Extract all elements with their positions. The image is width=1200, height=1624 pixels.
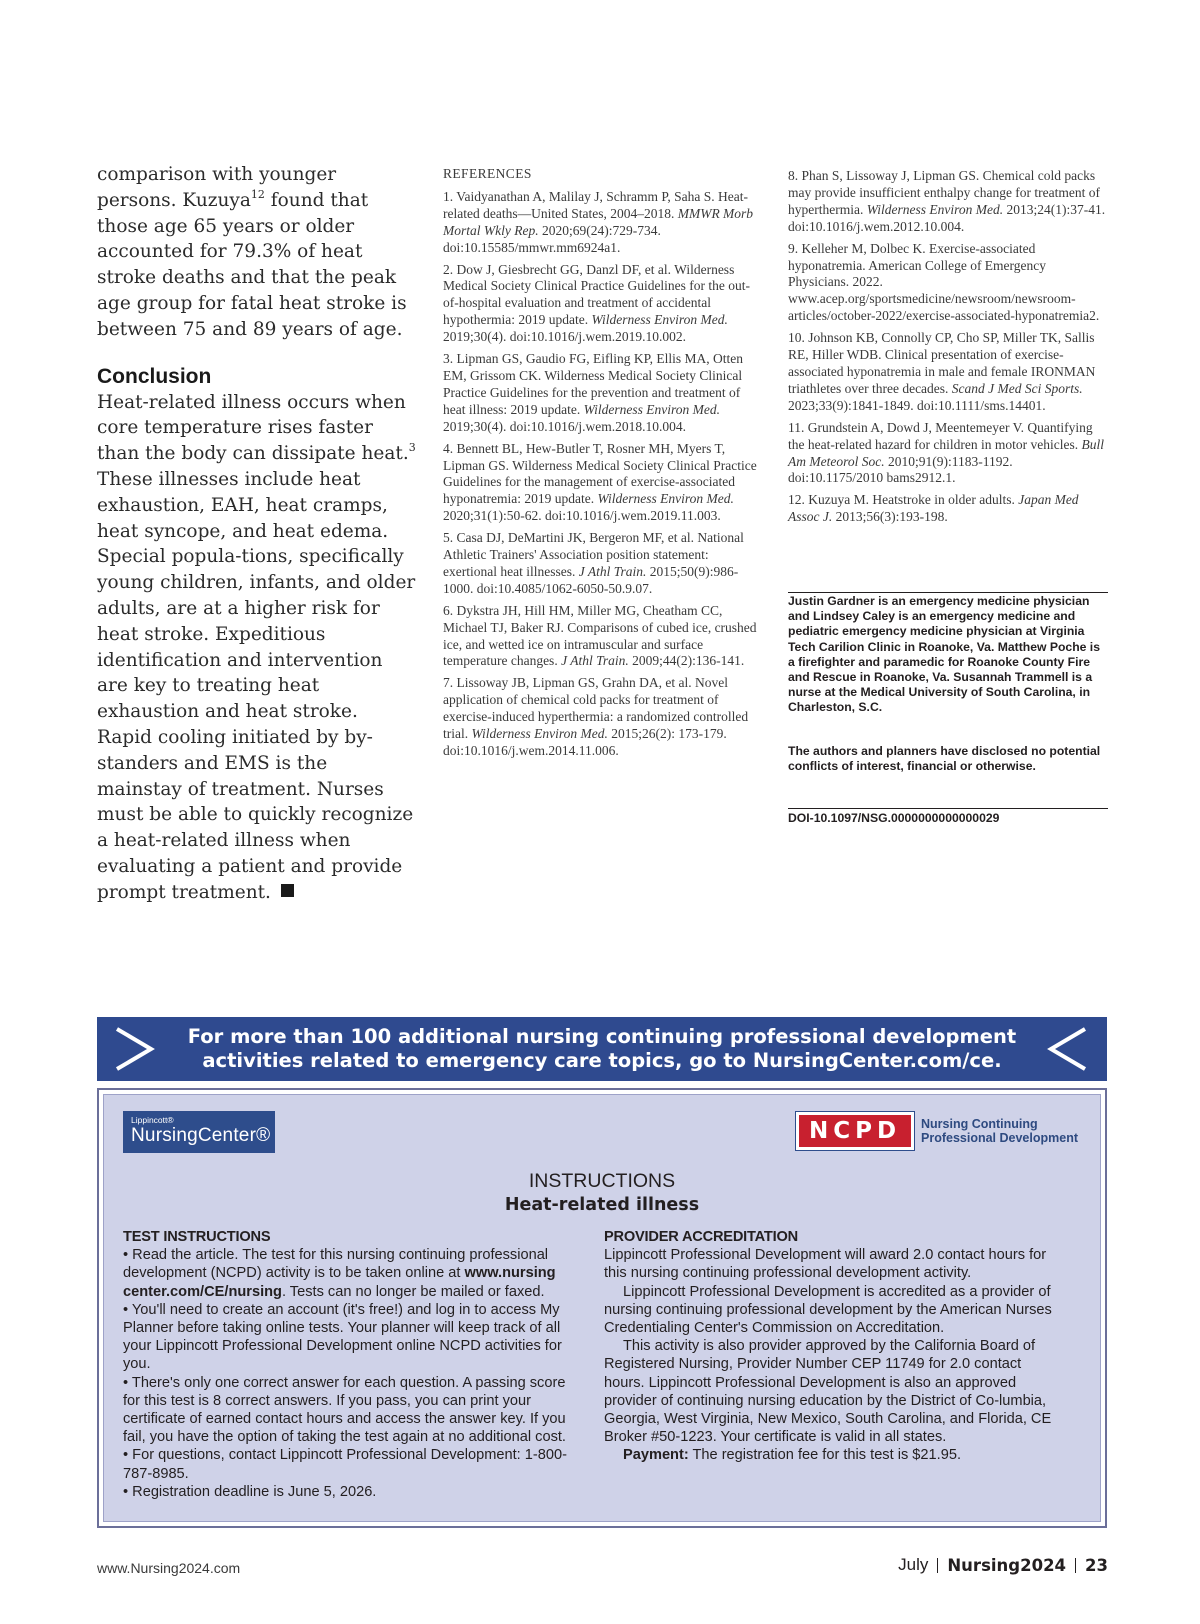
provider-accreditation [604,1228,1064,1465]
reference-item: 4. Bennett BL, Hew-Butler T, Rosner MH, Myers T, Lipman GS. Wilderness Medical Society Clinical Practice Guidelines for the management of exercise-associated hyponatremia: 2019 update. Wilderness Environ Med. 2020;31(1):50-62. doi:10.1016/j.wem.2019.11.003. [443,440,757,524]
journal-title: Wilderness Environ Med. [471,726,608,742]
divider [937,1558,938,1573]
list-item: • There's only one correct answer for each question. A passing score for this test is 8 correct answers. If you pass, you can print your certificate of earned contact hours and access the answer key. If you fail, you have the option of taking the test again at no additional cost. [123,1374,566,1446]
reference-item: 3. Lipman GS, Gaudio FG, Eifling KP, Ellis MA, Otten EM, Grissom CK. Wilderness Medical Society Clinical Practice Guidelines for the prevention and treatment of heat illness: 2019 update. Wilderness Environ Med. 2019;30(4). doi:10.1016/j.wem.2018.10.004. [443,351,743,434]
journal-title: Japan Med Assoc J. [788,492,1079,525]
test-instructions-heading: TEST INSTRUCTIONS [123,1229,271,1245]
references-column-left [443,166,758,765]
list-item: • You'll need to create an account (it's free!) and log in to access My Planner before taking online tests. Your planner will keep track of all your Lippincott Professional Development online NCPD activities for you. [123,1301,562,1373]
body-column [97,162,417,906]
payment-paragraph: Payment: The registration fee for this test is $21.95. [623,1447,961,1464]
list-item: • For questions, contact Lippincott Professional Development: 1-800-787-8985. [123,1447,567,1482]
citation-superscript: 12 [250,187,265,201]
divider [788,592,1108,593]
instructions-title: INSTRUCTIONS [528,1170,676,1192]
journal-title: Wilderness Environ Med. [866,201,1004,217]
conclusion-heading: Conclusion [97,364,212,388]
journal-title: Wilderness Environ Med. [597,491,734,507]
accreditation-paragraph: This activity is also provider approved by the California Board of Registered Nursing, Provider Number CEP 11749 for 2.0 contact hours. Lippincott Professional Development is also an approved provider of continuing nursing education by the District of Co-lumbia, Georgia, West Virginia, New Mexico, South Carolina, and Florida, CE Broker #50-1223. Your certificate is valid in all states. [604,1338,1052,1446]
journal-title: Scand J Med Sci Sports. [951,380,1083,396]
body-paragraph: Heat-related illness occurs when core temperature rises faster than the body can dissipate heat.$^3$ These illnesses include heat exhaustion, EAH, heat cramps, heat syncope, and heat edema. Special popula-tions, specifically young children, infants, and older adults, are at a higher risk for heat stroke. Expeditious identification and intervention are key to treating heat exhaustion and heat stroke. Rapid cooling initiated by by-standers and EMS is the mainstay of treatment. Nurses must be able to quickly recognize a heat-related illness when evaluating a patient and provide prompt treatment. [97,391,416,903]
divider [1075,1558,1076,1573]
reference-item: 2. Dow J, Giesbrecht GG, Danzl DF, et al. Wilderness Medical Society Clinical Practice Guidelines for the out-of-hospital evaluation and treatment of accidental hypothermia: 2019 update. Wilderness Environ Med. 2019;30(4). doi:10.1016/j.wem.2019.10.002. [443,261,751,345]
list-item: • Registration deadline is June 5, 2026. [123,1483,377,1500]
reference-item: 6. Dykstra JH, Hill HM, Miller MG, Cheatham CC, Michael TJ, Baker RJ. Comparisons of cubed ice, crushed ice, and wetted ice on intramuscular and surface temperature changes. J Athl Train. 2009;44(2):136-141. [443,602,757,669]
page-number: 23 [1085,1555,1108,1575]
provider-accreditation-heading: PROVIDER ACCREDITATION [604,1229,798,1245]
doi-text: DOI-10.1097/NSG.0000000000000029 [788,811,1000,825]
ncpd-logo: NCPD Nursing Continuing Professional Development [795,1111,1078,1151]
author-bio: Justin Gardner is an emergency medicine physician and Lindsey Caley is an emergency medicine and pediatric emergency medicine physician at Virginia Tech Carilion Clinic in Roanoke, Va. Matthew Poche is a firefighter and paramedic for Roanoke County Fire and Rescue in Roanoke, Va. Susannah Trammell is a nurse at the Medical University of South Carolina, in Charleston, S.C. [788,594,1100,715]
reference-item: 8. Phan S, Lissoway J, Lipman GS. Chemical cold packs may provide insufficient enthalpy change for treatment of hyperthermia. Wilderness Environ Med. 2013;24(1):37-41. doi:10.1016/j.wem.2012.10.004. [788,168,1106,234]
reference-item: 7. Lissoway JB, Lipman GS, Grahn DA, et al. Novel application of chemical cold packs for treatment of exercise-induced hyperthermia: a randomized controlled trial. Wilderness Environ Med. 2015;26(2): 173-179. doi:10.1016/j.wem.2014.11.006. [443,675,749,758]
test-instructions [123,1228,585,1501]
body-paragraph: comparison with younger persons. Kuzuya$^{12}$ found that those age 65 years or older accounted for 79.3% of heat stroke deaths and that the peak age group for fatal heat stroke is between 75 and 89 years of age. [97,164,407,340]
footer-folio [898,1555,1108,1575]
journal-title: J Athl Train. [561,653,629,669]
journal-title: MMWR Morb Mortal Wkly Rep. [443,205,754,238]
end-of-article-mark [281,884,294,897]
chevron-right-icon [103,1017,163,1081]
footer-month: July [898,1555,929,1574]
journal-title: Wilderness Environ Med. [583,401,720,417]
banner-line: activities related to emergency care topics, go to NursingCenter.com/ce. [202,1049,1002,1072]
instructions-subtitle: Heat-related illness [504,1195,700,1215]
ce-promo-banner [97,1017,1107,1081]
ncpd-label: NCPD [799,1115,911,1147]
journal-title: J Athl Train. [578,563,647,579]
divider [788,808,1108,809]
references-header: REFERENCES [443,166,532,181]
banner-line: For more than 100 additional nursing continuing professional development [187,1025,1017,1048]
journal-title: Wilderness Environ Med. [591,312,728,328]
footer-magazine: Nursing2024 [947,1555,1067,1575]
journal-title: Bull Am Meteorol Soc. [788,436,1104,469]
reference-item: 1. Vaidyanathan A, Malilay J, Schramm P, Saha S. Heat-related deaths—United States, 2004–2018. MMWR Morb Mortal Wkly Rep. 2020;69(24):729-734. doi:10.15585/mmwr.mm6924a1. [443,188,754,255]
list-item: • Read the article. The test for this nursing continuing professional development (NCPD) activity is to be taken online at www.nursing center.com/CE/nursing. Tests can no longer be mailed or faxed. [123,1247,556,1300]
test-url-link[interactable]: www.nursing center.com/CE/nursing [123,1265,556,1300]
accreditation-paragraph: Lippincott Professional Development is accredited as a provider of nursing continuing professional development by the American Nurses Credentialing Center's Commission on Accreditation. [604,1283,1052,1337]
reference-item: 12. Kuzuya M. Heatstroke in older adults. Japan Med Assoc J. 2013;56(3):193-198. [788,492,1079,525]
reference-item: 11. Grundstein A, Dowd J, Meentemeyer V. Quantifying the heat-related hazard for children in motor vehicles. Bull Am Meteorol Soc. 2010;91(9):1183-1192. doi:10.1175/2010 bams2912.1. [788,419,1104,486]
reference-item: 5. Casa DJ, DeMartini JK, Bergeron MF, et al. National Athletic Trainers' Association position statement: exertional heat illnesses. J Athl Train. 2015;50(9):986-1000. doi:10.4085/1062-6050-50.9.07. [443,530,744,596]
disclosure-statement: The authors and planners have disclosed no potential conflicts of interest, financial or otherwise. [788,744,1101,774]
citation-superscript: 3 [408,441,416,455]
instructions-box [97,1088,1107,1528]
chevron-left-icon [1039,1017,1099,1081]
reference-item: 10. Johnson KB, Connolly CP, Cho SP, Miller TK, Sallis RE, Hiller WDB. Clinical presentation of exercise-associated hyponatremia in male and female IRONMAN triathletes over three decades. Scand J Med Sci Sports. 2023;33(9):1841-1849. doi:10.1111/sms.14401. [788,330,1096,413]
accreditation-paragraph: Lippincott Professional Development will award 2.0 contact hours for this nursing continuing professional development activity. [604,1247,1047,1282]
references-column-right [788,168,1108,531]
reference-item: 9. Kelleher M, Dolbec K. Exercise-associated hyponatremia. American College of Emergency Physicians. 2022. www.acep.org/sportsmedicine/newsroom/newsroom-articles/october-2022/exercise-associated-hyponatremia2. [788,240,1100,324]
nursingcenter-logo: Lippincott® NursingCenter® [123,1111,275,1153]
footer-website: www.Nursing2024.com [97,1560,241,1576]
